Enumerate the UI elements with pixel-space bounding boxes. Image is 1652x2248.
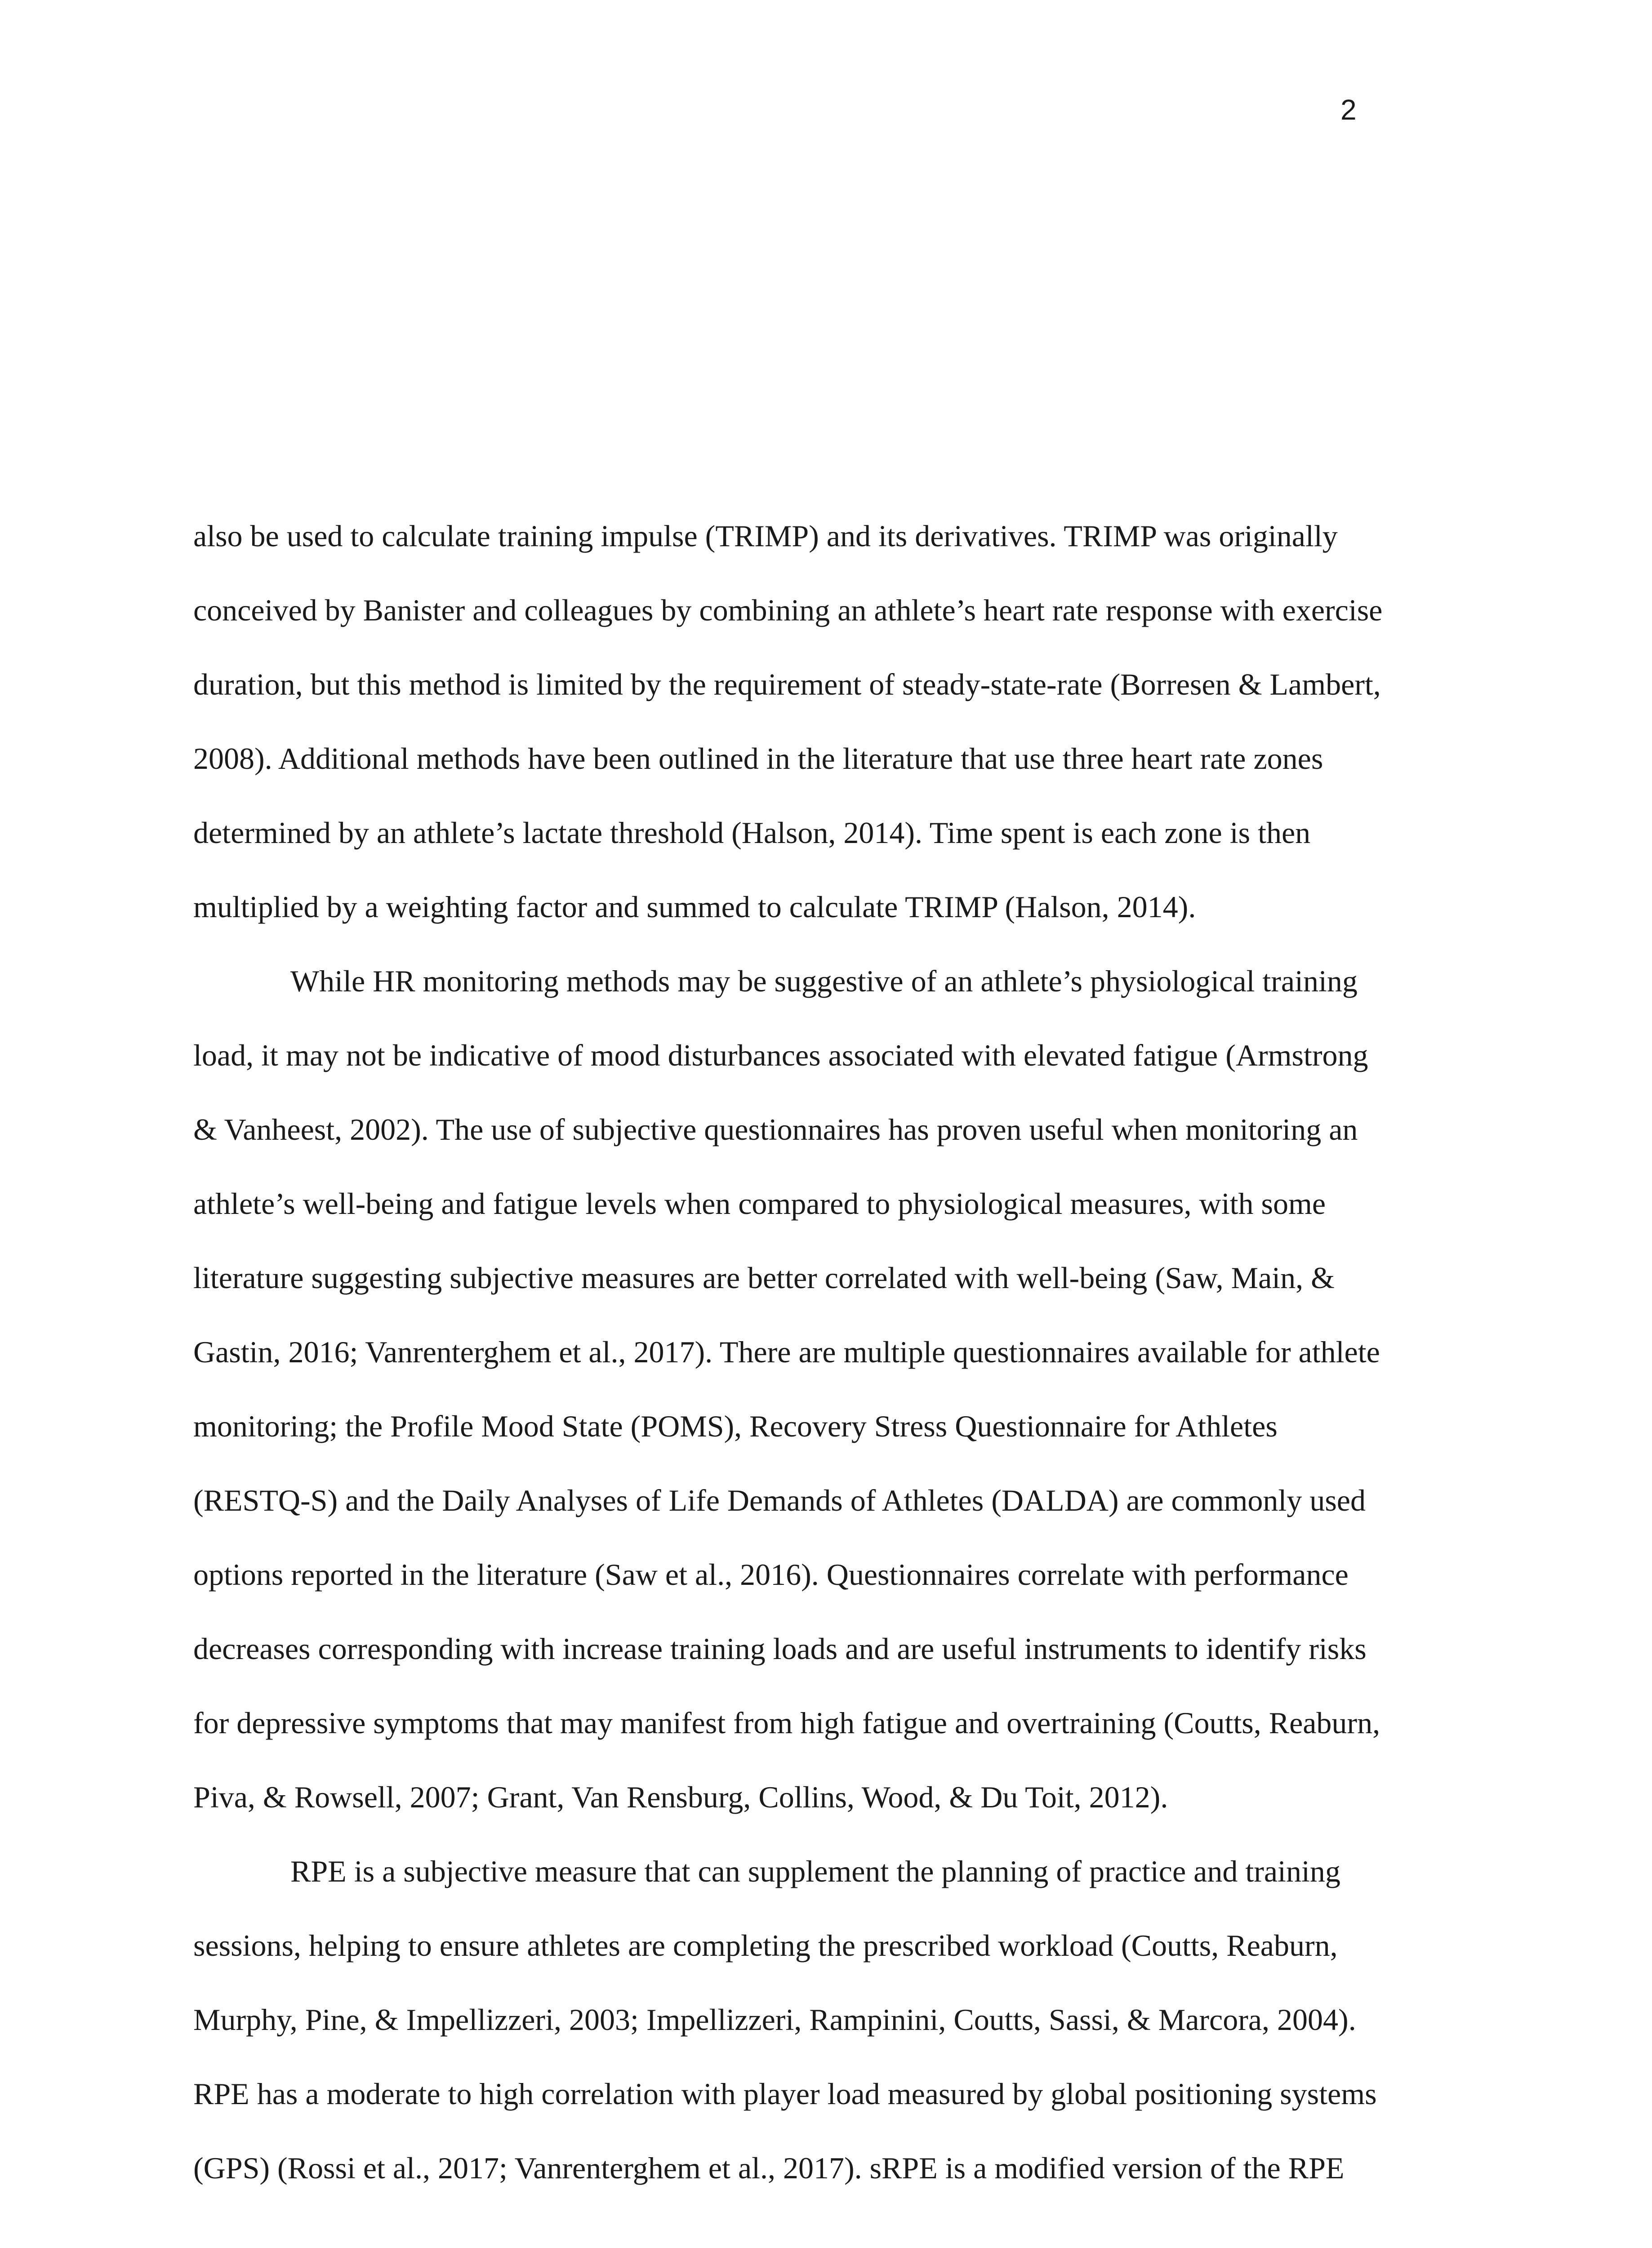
text-line: (RESTQ-S) and the Daily Analyses of Life Demands of Athletes (DALDA) are commonly used <box>193 1483 1366 1517</box>
text-line: load, it may not be indicative of mood disturbances associated with elevated fatigue (Armstrong <box>193 1038 1368 1072</box>
text-line: RPE is a subjective measure that can supplement the planning of practice and training <box>290 1854 1340 1888</box>
text-line: 2008). Additional methods have been outlined in the literature that use three heart rate zones <box>193 741 1323 776</box>
text-line: athlete’s well-being and fatigue levels when compared to physiological measures, with some <box>193 1186 1326 1221</box>
text-line: (GPS) (Rossi et al., 2017; Vanrenterghem et al., 2017). sRPE is a modified version of the RPE <box>193 2151 1345 2185</box>
text-line: literature suggesting subjective measures are better correlated with well-being (Saw, Main, & <box>193 1261 1335 1295</box>
paragraph-3 <box>193 1834 1452 2205</box>
paragraph-1 <box>193 499 1452 944</box>
body-text <box>193 499 1452 2205</box>
text-line: determined by an athlete’s lactate threshold (Halson, 2014). Time spent is each zone is then <box>193 816 1311 850</box>
text-line: & Vanheest, 2002). The use of subjective questionnaires has proven useful when monitoring an <box>193 1112 1358 1146</box>
text-line: sessions, helping to ensure athletes are completing the prescribed workload (Coutts, Reaburn, <box>193 1928 1338 1963</box>
text-line: conceived by Banister and colleagues by combining an athlete’s heart rate response with exercise <box>193 593 1383 627</box>
text-line: Gastin, 2016; Vanrenterghem et al., 2017). There are multiple questionnaires available for athlete <box>193 1335 1380 1369</box>
text-line: duration, but this method is limited by the requirement of steady-state-rate (Borresen & Lambert, <box>193 667 1381 701</box>
paragraph-2 <box>193 944 1452 1834</box>
text-line: monitoring; the Profile Mood State (POMS), Recovery Stress Questionnaire for Athletes <box>193 1409 1278 1443</box>
text-line: Murphy, Pine, & Impellizzeri, 2003; Impellizzeri, Rampinini, Coutts, Sassi, & Marcora, 2004). <box>193 2003 1356 2037</box>
text-line: also be used to calculate training impulse (TRIMP) and its derivatives. TRIMP was originally <box>193 519 1338 553</box>
text-line: multiplied by a weighting factor and summed to calculate TRIMP (Halson, 2014). <box>193 890 1196 924</box>
text-line: RPE has a moderate to high correlation with player load measured by global positioning systems <box>193 2077 1377 2111</box>
page-number: 2 <box>1340 94 1357 126</box>
text-line: for depressive symptoms that may manifest from high fatigue and overtraining (Coutts, Reaburn, <box>193 1706 1380 1740</box>
text-line: While HR monitoring methods may be suggestive of an athlete’s physiological training <box>290 964 1358 998</box>
text-line: Piva, & Rowsell, 2007; Grant, Van Rensburg, Collins, Wood, & Du Toit, 2012). <box>193 1780 1168 1814</box>
text-line: decreases corresponding with increase training loads and are useful instruments to identify risks <box>193 1632 1367 1666</box>
text-line: options reported in the literature (Saw et al., 2016). Questionnaires correlate with performance <box>193 1557 1349 1592</box>
